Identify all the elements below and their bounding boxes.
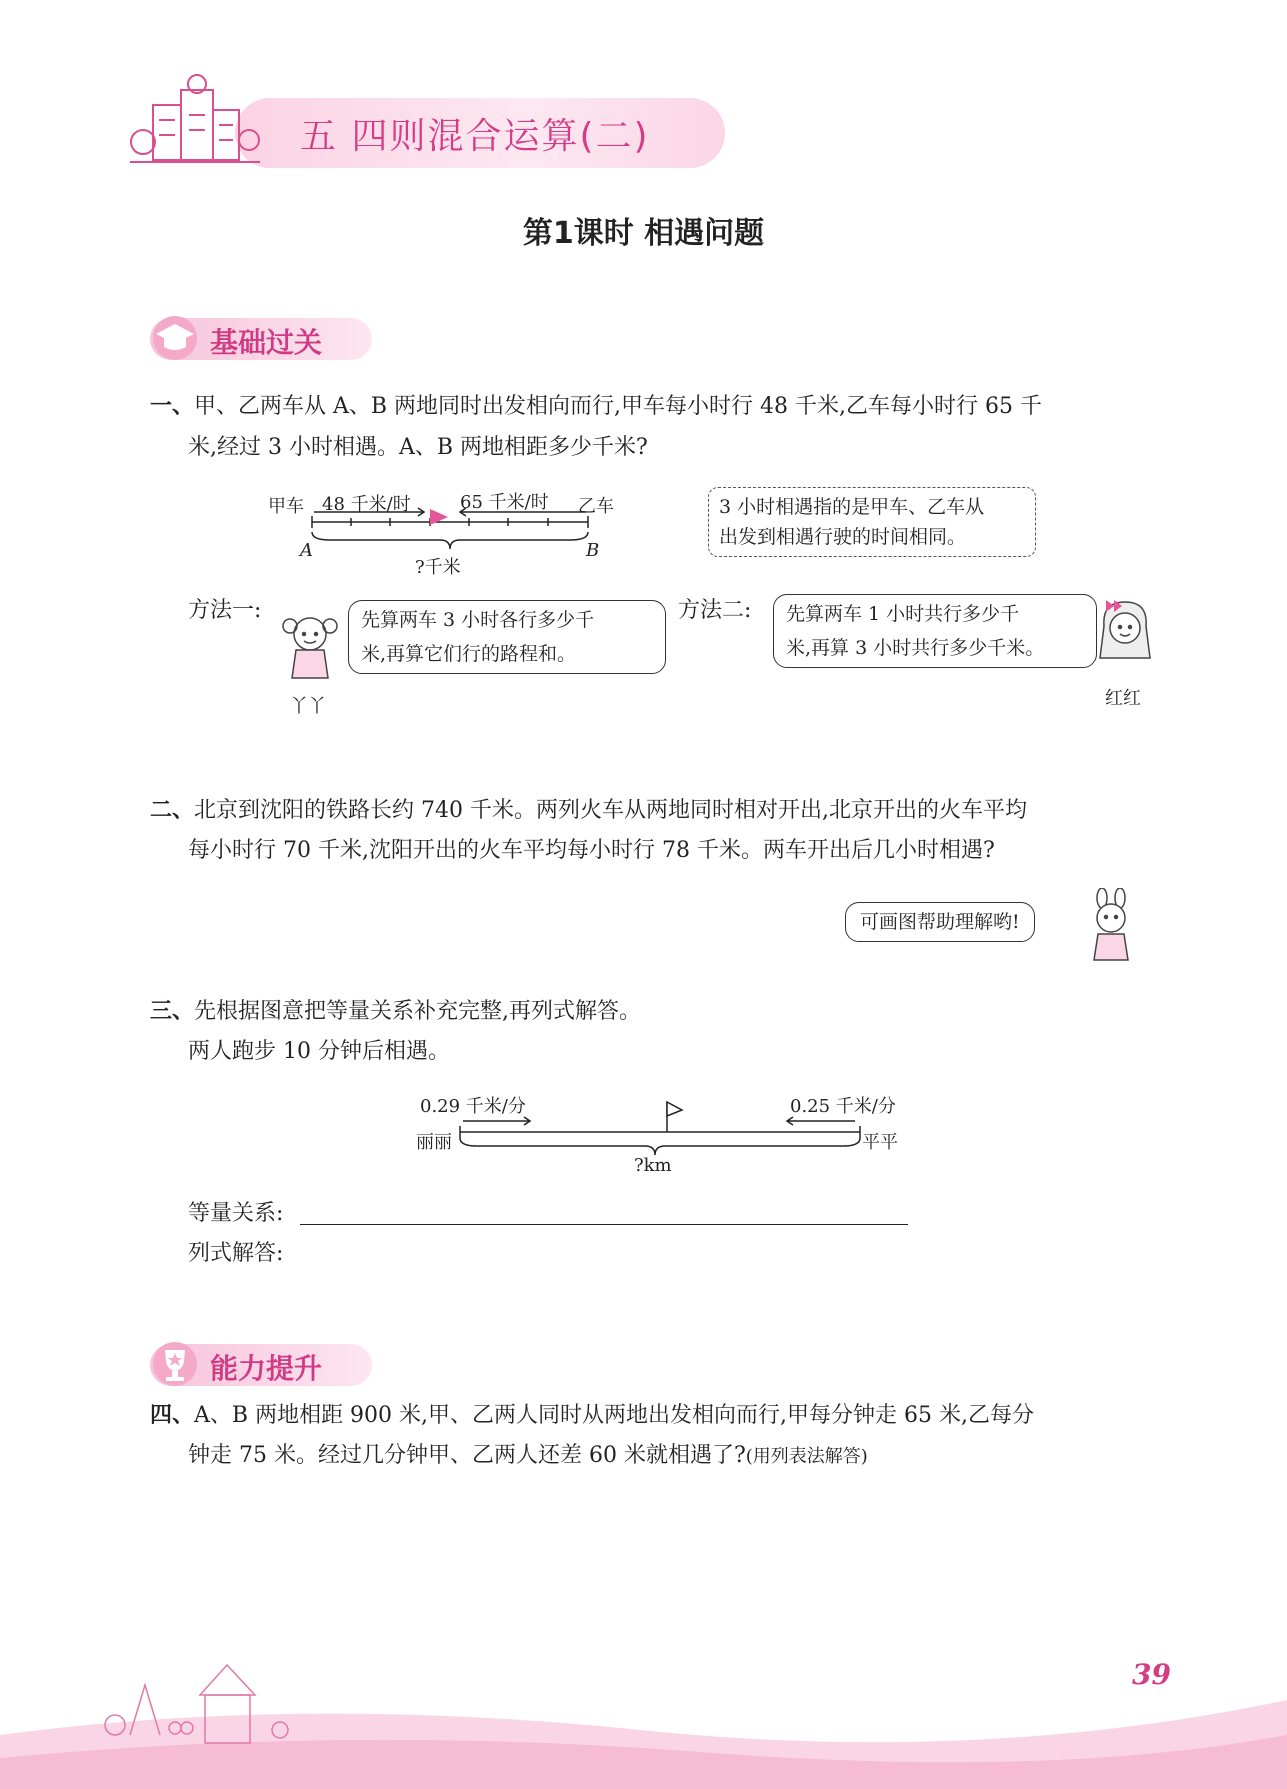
q4-text-line2: 钟走 75 米。经过几分钟甲、乙两人还差 60 米就相遇了? [188,1443,746,1468]
q2-hint-bubble [845,902,1035,942]
q1-method2-line2: 米,再算 3 小时共行多少千米。 [786,637,1045,659]
q1-text-line2: 米,经过 3 小时相遇。A、B 两地相距多少千米? [188,435,648,460]
girl-honghong-icon [1092,596,1158,680]
q1-point-a: A [300,540,313,561]
q2-text-line1: 北京到沈阳的铁路长约 740 千米。两列火车从两地同时相对开出,北京开出的火车平均 [194,798,1027,823]
q1-method1-label: 方法一: [188,598,262,623]
q1-point-b: B [586,540,600,561]
q1-method2-name: 红红 [1105,688,1141,709]
q1-hint-line2: 出发到相遇行驶的时间相同。 [719,526,967,548]
q3-text-line2: 两人跑步 10 分钟后相遇。 [188,1039,450,1064]
school-building-icon [125,70,265,180]
trophy-icon [148,1338,204,1388]
q4-text-line1: A、B 两地相距 900 米,甲、乙两人同时从两地出发相向而行,甲每分钟走 65 米,乙每分 [194,1403,1035,1428]
q4-note: (用列表法解答) [745,1446,868,1467]
bunny-girl-icon [1080,888,1140,968]
q3-right-speed: 0.25 千米/分 [790,1096,896,1117]
q1-method1-bubble [348,600,666,674]
q3-left-speed: 0.29 千米/分 [420,1096,526,1117]
section-title-basic: 基础过关 [210,326,323,359]
q1-number: 一、 [150,393,195,419]
q2-hint-text: 可画图帮助理解哟! [860,911,1020,933]
q1-method1-line1: 先算两车 3 小时各行多少千 [361,609,595,631]
q1-method1-name: 丫丫 [290,696,326,717]
lesson-title: 第1课时 相遇问题 [522,216,765,251]
q1-right-speed: 65 千米/时 [460,492,549,513]
q3-relation-answer-line[interactable] [300,1224,908,1225]
q2-text-line2: 每小时行 70 千米,沈阳开出的火车平均每小时行 78 千米。两车开出后几小时相遇? [188,838,995,863]
q1-method2-label: 方法二: [678,598,752,623]
q3-number: 三、 [150,998,195,1024]
footer-wave-decoration [0,1640,1287,1789]
q3-left-name: 丽丽 [416,1132,452,1153]
section-title-advanced: 能力提升 [210,1352,323,1385]
graduation-cap-icon [148,312,204,362]
q3-text-line1: 先根据图意把等量关系补充完整,再列式解答。 [194,999,642,1024]
q1-method2-line1: 先算两车 1 小时共行多少千 [786,603,1020,625]
q1-hint-box [708,487,1036,557]
q1-left-speed: 48 千米/时 [322,494,411,515]
page-number: 39 [1132,1658,1171,1691]
q1-distance-label: ?千米 [415,557,461,578]
q3-distance-label: ?km [634,1155,672,1176]
q1-right-car: 乙车 [578,496,614,517]
girl-yaya-icon [278,608,342,692]
chapter-title: 五 四则混合运算(二) [300,116,650,157]
q1-hint-line1: 3 小时相遇指的是甲车、乙车从 [719,496,985,518]
q1-left-car: 甲车 [268,496,304,517]
q4-number: 四、 [150,1402,195,1428]
q1-method2-bubble [773,594,1097,668]
q2-number: 二、 [150,797,195,823]
q3-solve-label: 列式解答: [188,1241,284,1266]
q1-text-line1: 甲、乙两车从 A、B 两地同时出发相向而行,甲车每小时行 48 千米,乙车每小时行 65 千 [194,394,1043,419]
q3-relation-label: 等量关系: [188,1201,284,1226]
q1-method1-line2: 米,再算它们行的路程和。 [361,643,577,665]
q3-right-name: 平平 [862,1132,898,1153]
